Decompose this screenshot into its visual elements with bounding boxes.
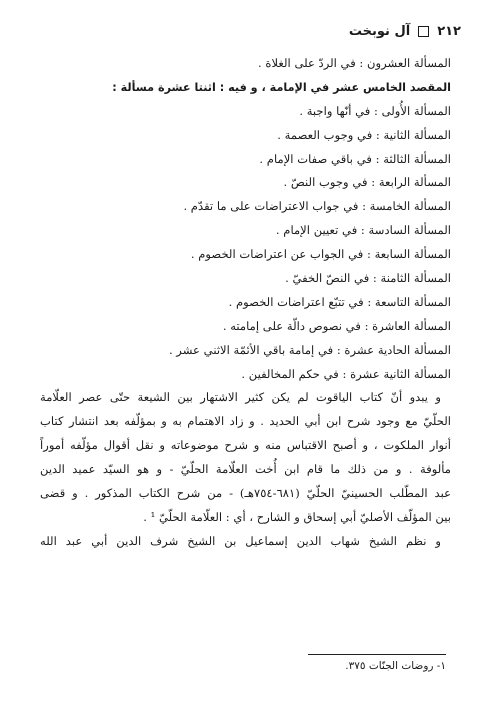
text-line: المسألة السادسة : في تعيين الإمام .: [275, 223, 451, 238]
text-line: المسألة الأُولى : في أنّها واجبة .: [299, 103, 451, 118]
paragraph-line: عبد المطّلب الحسينيّ الحلّيّ (٦٨١-٧٥٤هـ) - من شرح الكتاب المذكور . و قضى: [40, 486, 452, 501]
text-line: المسألة التاسعة : في تتبّع اعتراضات الخصوم .: [228, 294, 451, 309]
paragraph-line: مألوفة . و من ذلك ما قام ابن أُخت العلّامة الحلّيّ - و هو السيّد عميد الدين: [40, 462, 451, 477]
book-title: آل نوبخت: [348, 23, 411, 39]
section-heading: المقصد الخامس عشر في الإمامة ، و فيه : اثنتا عشرة مسألة :: [112, 80, 451, 94]
paragraph-line: بين المؤلّف الأصليّ أبي إسحاق و الشارح ، أي : العلّامة الحلّيّ ¹ .: [143, 509, 451, 524]
text-line: المسألة الحادية عشرة : في إمامة باقي الأئمّة الاثني عشر .: [168, 342, 451, 357]
square-icon: [418, 26, 429, 37]
paragraph-line: و يبدو أنّ كتاب الياقوت لم يكن كثير الاشتهار بين الشيعة حتّى عصر العلّامة: [40, 390, 441, 405]
text-line: المسألة الثالثة : في باقي صفات الإمام .: [259, 151, 451, 166]
footnote-separator: [308, 654, 446, 655]
text-line: المسألة الخامسة : في جواب الاعتراضات على ما تقدّم .: [183, 199, 451, 214]
text-line: المسألة الثانية : في وجوب العصمة .: [277, 127, 451, 142]
paragraph-line: أنوار الملكوت ، و أصبح الاقتباس منه و شرح موضوعاته و نقل أقوال مؤلّفه أموراً: [40, 438, 451, 453]
footnote: ١- روضات الجنّات ٣٧٥.: [345, 660, 446, 672]
text-line: المسألة الرابعة : في وجوب النصّ .: [283, 175, 451, 190]
paragraph-line: الحلّيّ مع وجود شرح ابن أبي الحديد . و زاد الاهتمام به و بمؤلّفه بعد انتشار كتاب: [40, 414, 451, 429]
text-line: المسألة الثامنة : في النصّ الخفيّ .: [285, 271, 451, 286]
body-text: [40, 52, 451, 554]
text-line: المسألة الثانية عشرة : في حكم المخالفين .: [241, 366, 451, 381]
page-header: [30, 20, 461, 42]
paragraph-line: و نظم الشيخ شهاب الدين إسماعيل بن الشيخ شرف الدين أبي عبد الله: [40, 533, 441, 548]
page-number: ٢١٢: [437, 23, 461, 39]
text-line: المسألة العاشرة : في نصوص دالّة على إمامته .: [222, 318, 451, 333]
text-line: المسألة السابعة : في الجواب عن اعتراضات الخصوم .: [190, 247, 451, 262]
text-line: المسألة العشرون : في الردّ على الغلاة .: [258, 56, 451, 70]
